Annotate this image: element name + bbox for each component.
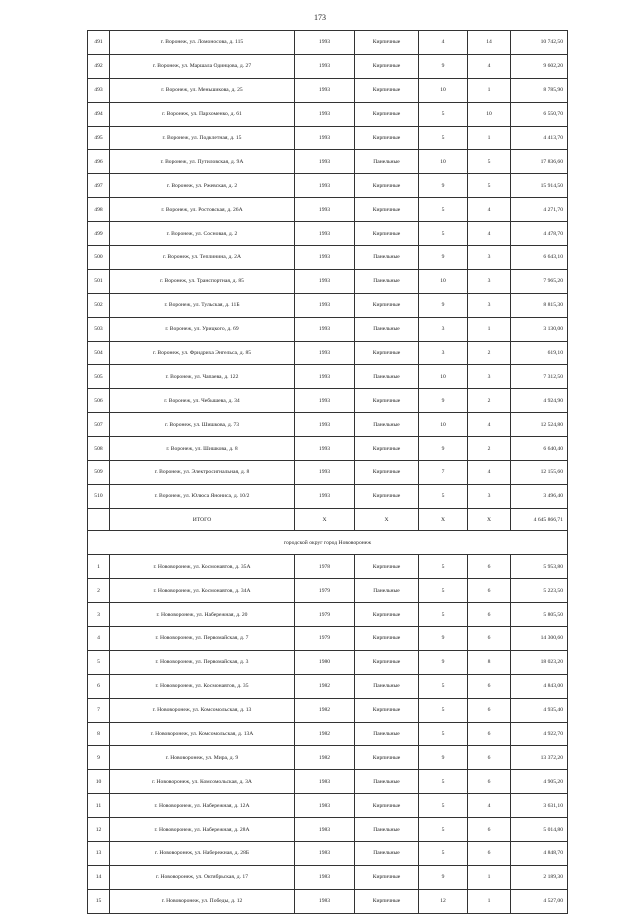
cell-floors: 9 <box>419 389 468 413</box>
cell-floors: 10 <box>419 413 468 437</box>
cell-area: 4 527,00 <box>511 889 568 913</box>
cell-year: 1993 <box>295 174 355 198</box>
cell-entrances: 1 <box>468 889 511 913</box>
cell-entrances: 3 <box>468 246 511 270</box>
table-section-voronezh <box>88 31 568 509</box>
cell-material: Кирпичные <box>355 198 419 222</box>
cell-year: 1993 <box>295 198 355 222</box>
cell-entrances: 1 <box>468 78 511 102</box>
table-row <box>88 413 568 437</box>
cell-year: 1993 <box>295 269 355 293</box>
cell-num: 12 <box>88 818 110 842</box>
cell-entrances: 1 <box>468 317 511 341</box>
cell-area: 13 372,20 <box>511 746 568 770</box>
table-row <box>88 389 568 413</box>
cell-num: 492 <box>88 54 110 78</box>
table-row <box>88 102 568 126</box>
cell-material: Кирпичные <box>355 889 419 913</box>
cell-floors: 7 <box>419 461 468 485</box>
cell-area: 5 223,50 <box>511 579 568 603</box>
table-row <box>88 461 568 485</box>
cell-address: г. Воронеж, ул. Подклетная, д. 15 <box>110 126 295 150</box>
cell-num: 502 <box>88 293 110 317</box>
table-row <box>88 78 568 102</box>
cell-address: г. Нововоронеж, ул. Мира, д. 9 <box>110 746 295 770</box>
table-row <box>88 437 568 461</box>
table-row <box>88 650 568 674</box>
cell-entrances: 6 <box>468 698 511 722</box>
table-row <box>88 198 568 222</box>
cell-num: 11 <box>88 794 110 818</box>
table-row <box>88 150 568 174</box>
cell-num: 497 <box>88 174 110 198</box>
cell-num: 2 <box>88 579 110 603</box>
total-label: ИТОГО <box>110 508 295 531</box>
cell-floors: 9 <box>419 746 468 770</box>
table-row <box>88 794 568 818</box>
cell-year: 1993 <box>295 222 355 246</box>
cell-material: Кирпичные <box>355 746 419 770</box>
cell-area: 10 742,50 <box>511 31 568 55</box>
cell-year: 1978 <box>295 555 355 579</box>
cell-area: 4 843,00 <box>511 674 568 698</box>
table-row <box>88 222 568 246</box>
cell-year: 1993 <box>295 150 355 174</box>
cell-floors: 5 <box>419 722 468 746</box>
table-row <box>88 770 568 794</box>
cell-num: 1 <box>88 555 110 579</box>
cell-entrances: 2 <box>468 437 511 461</box>
cell-year: 1980 <box>295 650 355 674</box>
cell-num: 3 <box>88 603 110 627</box>
cell-year: 1993 <box>295 102 355 126</box>
cell-year: 1993 <box>295 365 355 389</box>
cell-address: г. Воронеж, ул. Ломоносова, д. 115 <box>110 31 295 55</box>
cell-year: 1993 <box>295 246 355 270</box>
cell-year: 1982 <box>295 722 355 746</box>
cell-address: г. Нововоронеж, ул. Первомайская, д. 3 <box>110 650 295 674</box>
cell-area: 8 815,30 <box>511 293 568 317</box>
cell-num: 500 <box>88 246 110 270</box>
cell-address: г. Нововоронеж, ул. Набережная, д. 28Б <box>110 842 295 866</box>
table-row <box>88 889 568 913</box>
total-num-cell <box>88 508 110 531</box>
total-entrances: X <box>468 508 511 531</box>
cell-entrances: 6 <box>468 770 511 794</box>
cell-year: 1983 <box>295 794 355 818</box>
cell-year: 1982 <box>295 698 355 722</box>
cell-year: 1979 <box>295 579 355 603</box>
cell-address: г. Воронеж, ул. Транспортная, д. 85 <box>110 269 295 293</box>
cell-material: Кирпичные <box>355 78 419 102</box>
cell-material: Кирпичные <box>355 698 419 722</box>
cell-material: Кирпичные <box>355 54 419 78</box>
total-floors: X <box>419 508 468 531</box>
table-row <box>88 484 568 508</box>
cell-entrances: 4 <box>468 413 511 437</box>
cell-material: Кирпичные <box>355 341 419 365</box>
cell-num: 494 <box>88 102 110 126</box>
cell-num: 501 <box>88 269 110 293</box>
cell-entrances: 4 <box>468 54 511 78</box>
cell-area: 7 965,20 <box>511 269 568 293</box>
cell-year: 1993 <box>295 293 355 317</box>
cell-year: 1993 <box>295 461 355 485</box>
cell-floors: 9 <box>419 650 468 674</box>
cell-material: Панельные <box>355 842 419 866</box>
table-row <box>88 31 568 55</box>
cell-material: Панельные <box>355 818 419 842</box>
cell-num: 7 <box>88 698 110 722</box>
cell-year: 1982 <box>295 746 355 770</box>
cell-address: г. Нововоронеж, ул. Космонавтов, д. 35А <box>110 555 295 579</box>
section-title: городской округ город Нововоронеж <box>88 531 568 555</box>
cell-floors: 5 <box>419 603 468 627</box>
cell-material: Панельные <box>355 674 419 698</box>
cell-entrances: 3 <box>468 484 511 508</box>
cell-year: 1993 <box>295 413 355 437</box>
table-row <box>88 865 568 889</box>
table-row <box>88 818 568 842</box>
cell-year: 1983 <box>295 842 355 866</box>
cell-num: 496 <box>88 150 110 174</box>
cell-floors: 3 <box>419 341 468 365</box>
cell-num: 505 <box>88 365 110 389</box>
cell-num: 503 <box>88 317 110 341</box>
cell-year: 1993 <box>295 484 355 508</box>
cell-num: 13 <box>88 842 110 866</box>
cell-material: Кирпичные <box>355 293 419 317</box>
cell-area: 4 935,40 <box>511 698 568 722</box>
cell-address: г. Нововоронеж, ул. Набережная, д. 20 <box>110 603 295 627</box>
cell-num: 506 <box>88 389 110 413</box>
cell-area: 3 496,40 <box>511 484 568 508</box>
cell-year: 1993 <box>295 54 355 78</box>
cell-floors: 5 <box>419 794 468 818</box>
cell-material: Панельные <box>355 246 419 270</box>
table-row <box>88 746 568 770</box>
cell-entrances: 1 <box>468 126 511 150</box>
cell-floors: 5 <box>419 579 468 603</box>
cell-floors: 5 <box>419 222 468 246</box>
cell-year: 1983 <box>295 889 355 913</box>
cell-area: 5 805,50 <box>511 603 568 627</box>
page-number: 173 <box>314 13 326 22</box>
cell-entrances: 1 <box>468 865 511 889</box>
cell-entrances: 6 <box>468 842 511 866</box>
cell-address: г. Воронеж, ул. Тульская, д. 11Б <box>110 293 295 317</box>
cell-area: 3 130,00 <box>511 317 568 341</box>
cell-material: Кирпичные <box>355 389 419 413</box>
cell-floors: 5 <box>419 674 468 698</box>
cell-address: г. Нововоронеж, ул. Первомайская, д. 7 <box>110 626 295 650</box>
cell-num: 509 <box>88 461 110 485</box>
cell-material: Кирпичные <box>355 794 419 818</box>
cell-area: 4 905,20 <box>511 770 568 794</box>
cell-num: 495 <box>88 126 110 150</box>
cell-entrances: 3 <box>468 269 511 293</box>
cell-address: г. Воронеж, ул. Пархоменко, д. 61 <box>110 102 295 126</box>
table-row <box>88 674 568 698</box>
total-area: 4 645 866,71 <box>511 508 568 531</box>
cell-area: 6 550,70 <box>511 102 568 126</box>
cell-floors: 5 <box>419 555 468 579</box>
cell-num: 508 <box>88 437 110 461</box>
cell-floors: 5 <box>419 484 468 508</box>
table-row <box>88 842 568 866</box>
cell-area: 6 640,40 <box>511 437 568 461</box>
total-year: X <box>295 508 355 531</box>
cell-entrances: 6 <box>468 555 511 579</box>
cell-material: Кирпичные <box>355 31 419 55</box>
cell-material: Панельные <box>355 150 419 174</box>
cell-floors: 5 <box>419 126 468 150</box>
table-row <box>88 603 568 627</box>
cell-entrances: 4 <box>468 198 511 222</box>
cell-area: 3 631,10 <box>511 794 568 818</box>
cell-area: 14 300,60 <box>511 626 568 650</box>
cell-area: 15 914,50 <box>511 174 568 198</box>
cell-entrances: 10 <box>468 102 511 126</box>
cell-material: Кирпичные <box>355 865 419 889</box>
cell-material: Кирпичные <box>355 437 419 461</box>
cell-address: г. Воронеж, ул. Фридриха Энгельса, д. 85 <box>110 341 295 365</box>
cell-floors: 5 <box>419 102 468 126</box>
cell-area: 9 602,20 <box>511 54 568 78</box>
cell-floors: 5 <box>419 770 468 794</box>
housing-table <box>87 30 568 914</box>
cell-material: Кирпичные <box>355 174 419 198</box>
cell-address: г. Нововоронеж, ул. Набережная, д. 28А <box>110 818 295 842</box>
cell-floors: 4 <box>419 31 468 55</box>
cell-floors: 9 <box>419 174 468 198</box>
cell-floors: 5 <box>419 842 468 866</box>
cell-material: Кирпичные <box>355 222 419 246</box>
cell-floors: 9 <box>419 54 468 78</box>
cell-material: Кирпичные <box>355 461 419 485</box>
cell-entrances: 4 <box>468 222 511 246</box>
cell-year: 1993 <box>295 341 355 365</box>
cell-address: г. Воронеж, ул. Чебышева, д. 34 <box>110 389 295 413</box>
cell-entrances: 2 <box>468 389 511 413</box>
cell-floors: 10 <box>419 78 468 102</box>
cell-floors: 9 <box>419 246 468 270</box>
section-header-row <box>88 531 568 555</box>
cell-address: г. Воронеж, ул. Ржевская, д. 2 <box>110 174 295 198</box>
table-row <box>88 555 568 579</box>
cell-area: 8 785,90 <box>511 78 568 102</box>
cell-num: 15 <box>88 889 110 913</box>
cell-entrances: 14 <box>468 31 511 55</box>
cell-year: 1983 <box>295 770 355 794</box>
cell-address: г. Воронеж, ул. Урицкого, д. 69 <box>110 317 295 341</box>
cell-entrances: 6 <box>468 722 511 746</box>
table-row <box>88 626 568 650</box>
cell-material: Кирпичные <box>355 626 419 650</box>
cell-num: 6 <box>88 674 110 698</box>
cell-material: Панельные <box>355 413 419 437</box>
cell-material: Кирпичные <box>355 603 419 627</box>
cell-address: г. Воронеж, ул. Ростовская, д. 26А <box>110 198 295 222</box>
cell-area: 4 924,90 <box>511 389 568 413</box>
cell-year: 1993 <box>295 78 355 102</box>
cell-address: г. Нововоронеж, ул. Набережная, д. 12А <box>110 794 295 818</box>
cell-material: Панельные <box>355 269 419 293</box>
cell-area: 4 413,70 <box>511 126 568 150</box>
cell-floors: 10 <box>419 365 468 389</box>
cell-num: 14 <box>88 865 110 889</box>
cell-address: г. Нововоронеж, ул. Октябрьская, д. 17 <box>110 865 295 889</box>
cell-num: 499 <box>88 222 110 246</box>
cell-address: г. Воронеж, ул. Теплинина, д. 2А <box>110 246 295 270</box>
cell-material: Кирпичные <box>355 650 419 674</box>
total-material: X <box>355 508 419 531</box>
table-row <box>88 126 568 150</box>
cell-address: г. Нововоронеж, ул. Победы, д. 12 <box>110 889 295 913</box>
cell-address: г. Воронеж, ул. Меньшикова, д. 25 <box>110 78 295 102</box>
table-row <box>88 365 568 389</box>
cell-address: г. Воронеж, ул. Юлюса Янониса, д. 10/2 <box>110 484 295 508</box>
cell-address: г. Воронеж, ул. Путиловская, д. 9А <box>110 150 295 174</box>
cell-address: г. Воронеж, ул. Сосновая, д. 2 <box>110 222 295 246</box>
cell-material: Панельные <box>355 722 419 746</box>
table-row <box>88 54 568 78</box>
cell-floors: 5 <box>419 818 468 842</box>
cell-year: 1993 <box>295 389 355 413</box>
cell-floors: 10 <box>419 150 468 174</box>
cell-num: 8 <box>88 722 110 746</box>
cell-num: 504 <box>88 341 110 365</box>
table-row <box>88 293 568 317</box>
cell-address: г. Нововоронеж, ул. Космонавтов, д. 35 <box>110 674 295 698</box>
table-row <box>88 722 568 746</box>
cell-num: 9 <box>88 746 110 770</box>
cell-entrances: 6 <box>468 674 511 698</box>
cell-area: 5 014,80 <box>511 818 568 842</box>
cell-area: 12 524,80 <box>511 413 568 437</box>
cell-material: Панельные <box>355 770 419 794</box>
cell-area: 4 478,70 <box>511 222 568 246</box>
cell-num: 491 <box>88 31 110 55</box>
cell-material: Кирпичные <box>355 484 419 508</box>
cell-address: г. Нововоронеж, ул. Комсомольская, д. 13 <box>110 698 295 722</box>
total-row <box>88 508 568 531</box>
cell-floors: 9 <box>419 437 468 461</box>
table-row <box>88 317 568 341</box>
table-row <box>88 341 568 365</box>
cell-address: г. Воронеж, ул. Шишкова, д. 8 <box>110 437 295 461</box>
cell-num: 507 <box>88 413 110 437</box>
cell-year: 1979 <box>295 603 355 627</box>
cell-entrances: 6 <box>468 746 511 770</box>
cell-address: г. Нововоронеж, ул. Комсомольская, д. 13А <box>110 722 295 746</box>
cell-year: 1993 <box>295 437 355 461</box>
cell-year: 1983 <box>295 865 355 889</box>
cell-entrances: 5 <box>468 174 511 198</box>
cell-area: 4 848,70 <box>511 842 568 866</box>
cell-entrances: 6 <box>468 603 511 627</box>
cell-num: 510 <box>88 484 110 508</box>
cell-num: 493 <box>88 78 110 102</box>
cell-floors: 10 <box>419 269 468 293</box>
cell-entrances: 6 <box>468 579 511 603</box>
table-row <box>88 269 568 293</box>
cell-area: 18 023,20 <box>511 650 568 674</box>
table-row <box>88 698 568 722</box>
table-total <box>88 508 568 555</box>
cell-material: Панельные <box>355 317 419 341</box>
table-row <box>88 246 568 270</box>
cell-address: г. Воронеж, ул. Чапаева, д. 122 <box>110 365 295 389</box>
cell-floors: 12 <box>419 889 468 913</box>
cell-floors: 9 <box>419 865 468 889</box>
cell-area: 7 312,50 <box>511 365 568 389</box>
cell-entrances: 2 <box>468 341 511 365</box>
cell-address: г. Воронеж, ул. Электросигнальная, д. 8 <box>110 461 295 485</box>
cell-material: Панельные <box>355 365 419 389</box>
cell-entrances: 3 <box>468 293 511 317</box>
table-row <box>88 174 568 198</box>
cell-floors: 9 <box>419 293 468 317</box>
cell-year: 1979 <box>295 626 355 650</box>
cell-floors: 3 <box>419 317 468 341</box>
cell-address: г. Воронеж, ул. Шишкова, д. 73 <box>110 413 295 437</box>
table-row <box>88 579 568 603</box>
cell-num: 4 <box>88 626 110 650</box>
cell-material: Кирпичные <box>355 555 419 579</box>
cell-address: г. Нововоронеж, ул. Комсомольская, д. 3А <box>110 770 295 794</box>
cell-area: 6 643,10 <box>511 246 568 270</box>
table-section-novovoronezh <box>88 555 568 913</box>
cell-floors: 9 <box>419 626 468 650</box>
cell-num: 10 <box>88 770 110 794</box>
cell-material: Кирпичные <box>355 102 419 126</box>
cell-entrances: 6 <box>468 626 511 650</box>
cell-floors: 5 <box>419 198 468 222</box>
cell-area: 4 922,70 <box>511 722 568 746</box>
cell-area: 5 953,80 <box>511 555 568 579</box>
cell-year: 1983 <box>295 818 355 842</box>
cell-entrances: 5 <box>468 150 511 174</box>
cell-entrances: 4 <box>468 461 511 485</box>
cell-year: 1993 <box>295 31 355 55</box>
cell-material: Кирпичные <box>355 126 419 150</box>
cell-num: 498 <box>88 198 110 222</box>
cell-year: 1993 <box>295 126 355 150</box>
cell-num: 5 <box>88 650 110 674</box>
cell-area: 4 271,70 <box>511 198 568 222</box>
cell-year: 1993 <box>295 317 355 341</box>
cell-area: 17 836,60 <box>511 150 568 174</box>
cell-material: Панельные <box>355 579 419 603</box>
cell-area: 2 189,30 <box>511 865 568 889</box>
cell-entrances: 6 <box>468 818 511 842</box>
cell-year: 1982 <box>295 674 355 698</box>
cell-entrances: 3 <box>468 365 511 389</box>
cell-address: г. Нововоронеж, ул. Космонавтов, д. 34А <box>110 579 295 603</box>
cell-address: г. Воронеж, ул. Маршала Одинцова, д. 27 <box>110 54 295 78</box>
cell-entrances: 4 <box>468 794 511 818</box>
cell-area: 12 155,60 <box>511 461 568 485</box>
cell-entrances: 8 <box>468 650 511 674</box>
cell-area: 619,10 <box>511 341 568 365</box>
cell-floors: 5 <box>419 698 468 722</box>
